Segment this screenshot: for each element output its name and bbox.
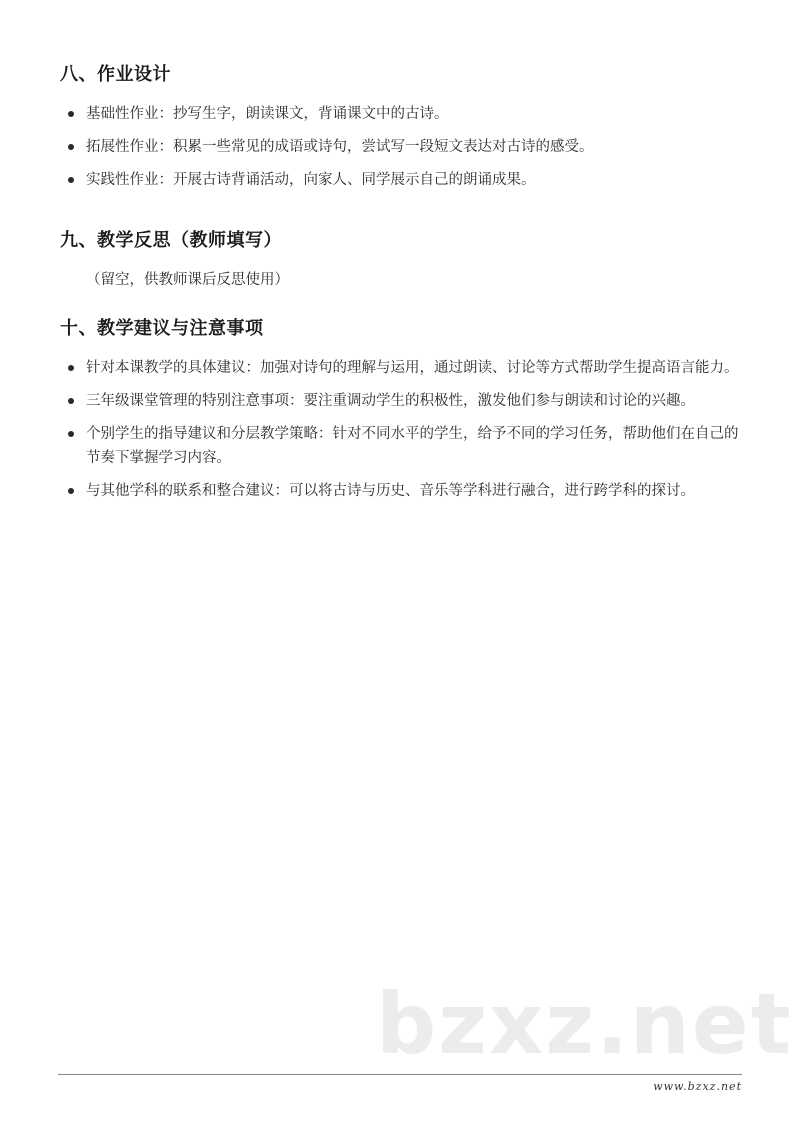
section-heading: 九、教学反思（教师填写）	[60, 230, 282, 251]
list-item: 三年级课堂管理的特别注意事项：要注重调动学生的积极性，激发他们参与朗读和讨论的兴趣。	[60, 389, 740, 413]
section-heading: 十、教学建议与注意事项	[60, 318, 264, 339]
footer-url: www.bzxz.net	[653, 1080, 742, 1093]
section-teaching-reflection	[60, 228, 740, 292]
list-item: 基础性作业：抄写生字，朗读课文，背诵课文中的古诗。	[60, 102, 740, 126]
list-item: 针对本课教学的具体建议：加强对诗句的理解与运用，通过朗读、讨论等方式帮助学生提高语言能力。	[60, 356, 740, 380]
list-item: 与其他学科的联系和整合建议：可以将古诗与历史、音乐等学科进行融合，进行跨学科的探讨。	[60, 479, 740, 503]
section-homework-design	[60, 62, 740, 201]
bullet-icon	[68, 431, 74, 437]
bullet-icon	[68, 177, 74, 183]
bullet-list	[60, 356, 740, 503]
list-item: 实践性作业：开展古诗背诵活动，向家人、同学展示自己的朗诵成果。	[60, 168, 740, 192]
section-heading: 八、作业设计	[60, 64, 171, 85]
list-item: 个别学生的指导建议和分层教学策略：针对不同水平的学生，给予不同的学习任务，帮助他们在自己的节奏下掌握学习内容。	[60, 422, 740, 470]
bullet-icon	[68, 144, 74, 150]
bullet-list	[60, 102, 740, 192]
list-item: 拓展性作业：积累一些常见的成语或诗句，尝试写一段短文表达对古诗的感受。	[60, 135, 740, 159]
bullet-icon	[68, 365, 74, 371]
bullet-icon	[68, 111, 74, 117]
bullet-icon	[68, 488, 74, 494]
watermark: bzxz.net	[376, 975, 793, 1073]
bullet-icon	[68, 398, 74, 404]
footer-divider	[58, 1074, 742, 1075]
reflection-note: （留空，供教师课后反思使用）	[86, 272, 289, 288]
section-teaching-suggestions	[60, 316, 740, 512]
